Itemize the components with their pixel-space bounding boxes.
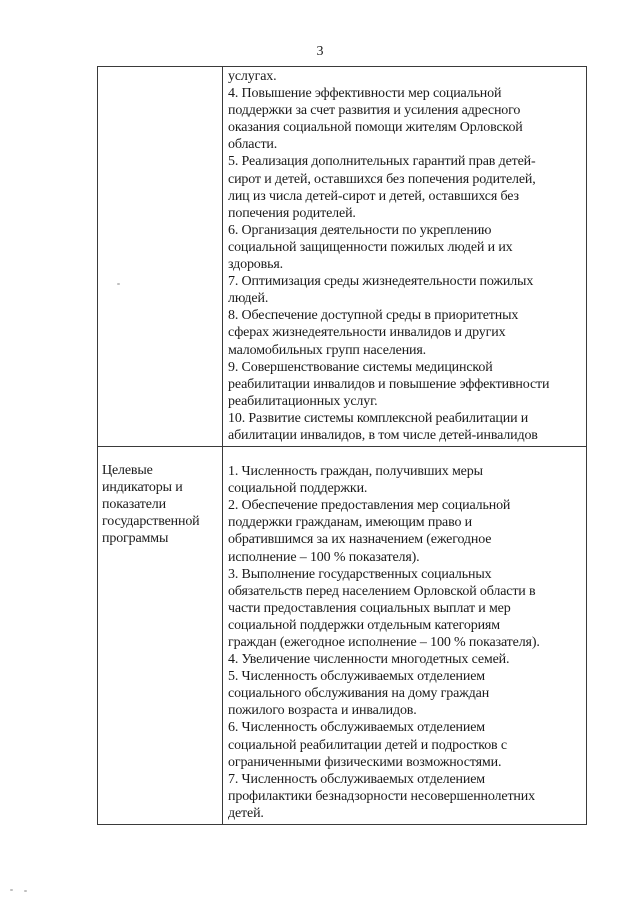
text-line: части предоставления социальных выплат и мер bbox=[228, 600, 511, 616]
text-line: социальной защищенности пожилых людей и их bbox=[228, 239, 513, 255]
text-line: 6. Организация деятельности по укреплению bbox=[228, 222, 492, 238]
row-label-cell bbox=[98, 447, 223, 825]
text-line: программы bbox=[102, 531, 169, 547]
text-line: исполнение – 100 % показателя). bbox=[228, 549, 420, 565]
row-label-cell bbox=[98, 67, 223, 447]
text-line: здоровья. bbox=[228, 257, 283, 273]
text-line: маломобильных групп населения. bbox=[228, 342, 427, 358]
text-line: 7. Оптимизация среды жизнедеятельности пожилых bbox=[228, 274, 534, 290]
text-line: реабилитационных услуг. bbox=[228, 393, 378, 409]
text-line: реабилитации инвалидов и повышение эффективности bbox=[228, 376, 550, 392]
program-passport-table bbox=[97, 66, 587, 825]
text-line: 5. Численность обслуживаемых отделением bbox=[228, 669, 485, 685]
indicators-list-text bbox=[223, 447, 586, 824]
text-line: 9. Совершенствование системы медицинской bbox=[228, 359, 493, 375]
text-line: социальной поддержки. bbox=[228, 481, 368, 497]
text-line: детей. bbox=[228, 805, 264, 821]
text-line: услугах. bbox=[228, 69, 277, 84]
text-line: ограниченными физическими возможностями. bbox=[228, 754, 502, 770]
text-line: сферах жизнедеятельности инвалидов и других bbox=[228, 325, 506, 341]
text-line: социального обслуживания на дому граждан bbox=[228, 686, 490, 702]
text-line: показатели bbox=[102, 497, 166, 513]
text-line: поддержки за счет развития и усиления адресного bbox=[228, 103, 521, 119]
text-line: 3. Выполнение государственных социальных bbox=[228, 566, 492, 582]
text-line: профилактики безнадзорности несовершеннолетних bbox=[228, 788, 535, 804]
text-line: Целевые bbox=[102, 463, 153, 479]
text-line: 2. Обеспечение предоставления мер социальной bbox=[228, 498, 511, 514]
text-line: 4. Повышение эффективности мер социальной bbox=[228, 86, 502, 102]
text-line: социальной реабилитации детей и подростков с bbox=[228, 737, 507, 753]
text-line: 6. Численность обслуживаемых отделением bbox=[228, 720, 485, 736]
text-line: абилитации инвалидов, в том числе детей-инвалидов bbox=[228, 427, 538, 443]
table-row bbox=[98, 67, 587, 447]
text-line: обратившимся за их назначением (ежегодное bbox=[228, 532, 492, 548]
scan-speck bbox=[24, 890, 27, 892]
row-label-text bbox=[98, 67, 222, 71]
text-line: обязательств перед населением Орловской области в bbox=[228, 583, 536, 599]
scan-speck bbox=[10, 889, 13, 891]
text-line: оказания социальной помощи жителям Орловской bbox=[228, 120, 523, 136]
indicators-label-text bbox=[98, 447, 222, 549]
text-line: индикаторы и bbox=[102, 480, 183, 496]
text-line: социальной поддержки отдельным категориям bbox=[228, 617, 500, 633]
text-line: государственной bbox=[102, 514, 200, 530]
text-line: 1. Численность граждан, получивших меры bbox=[228, 464, 483, 480]
program-tasks-text bbox=[223, 67, 586, 446]
scan-speck bbox=[117, 283, 120, 285]
text-line: сирот и детей, оставшихся без попечения родителей, bbox=[228, 171, 536, 187]
row-content-cell bbox=[223, 447, 587, 825]
text-line: поддержки гражданам, имеющим право и bbox=[228, 515, 473, 531]
text-line: 8. Обеспечение доступной среды в приоритетных bbox=[228, 308, 519, 324]
text-line: области. bbox=[228, 137, 278, 153]
row-content-cell bbox=[223, 67, 587, 447]
text-line: 7. Численность обслуживаемых отделением bbox=[228, 771, 485, 787]
page-number: 3 bbox=[316, 44, 324, 59]
table-row bbox=[98, 447, 587, 825]
text-line: пожилого возраста и инвалидов. bbox=[228, 703, 417, 719]
text-line: лиц из числа детей-сирот и детей, оставшихся без bbox=[228, 188, 519, 204]
text-line: людей. bbox=[228, 291, 269, 307]
text-line: граждан (ежегодное исполнение – 100 % показателя). bbox=[228, 635, 540, 650]
text-line: попечения родителей. bbox=[228, 205, 356, 221]
text-line: 5. Реализация дополнительных гарантий прав детей- bbox=[228, 154, 536, 170]
text-line: 10. Развитие системы комплексной реабилитации и bbox=[228, 410, 529, 426]
text-line: 4. Увеличение численности многодетных семей. bbox=[228, 652, 510, 668]
